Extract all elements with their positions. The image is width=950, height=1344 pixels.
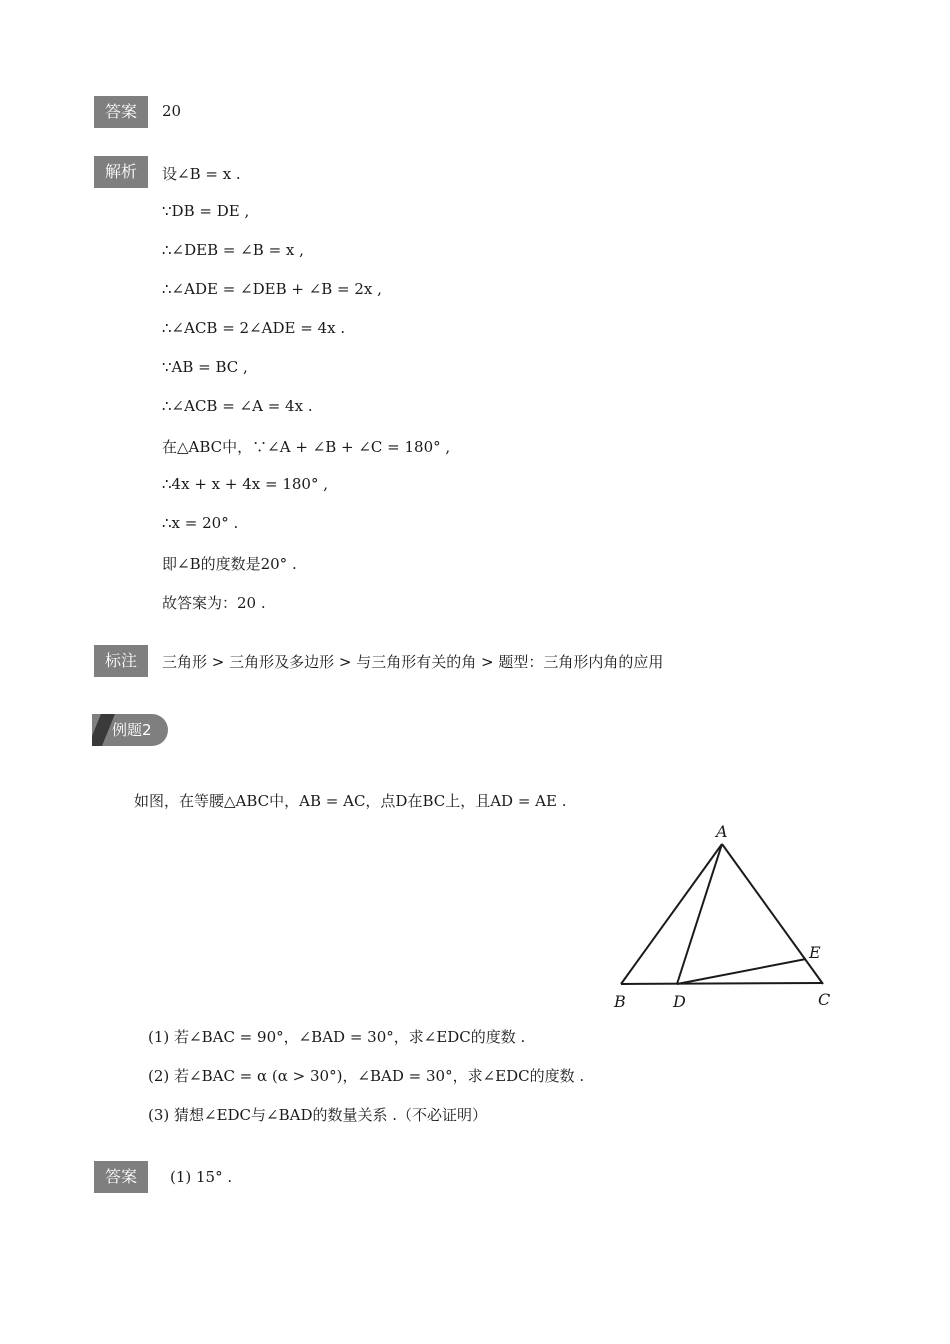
analysis-line: ∴x = 20° . [162,514,239,532]
analysis-line: 设∠B = x . [162,165,241,183]
point-label-E: E [809,943,821,962]
analysis-line: ∵DB = DE , [162,202,250,220]
analysis-line: 在△ABC中，∵∠A + ∠B + ∠C = 180° , [162,438,451,456]
answer2-tag: 答案 [94,1161,148,1193]
answer2-value: (1) 15° . [170,1168,233,1186]
analysis-line: ∴4x + x + 4x = 180° , [162,475,328,493]
segment-BC [621,983,823,984]
example-tag-label: 例题2 [112,721,152,739]
point-label-A: A [716,822,728,841]
problem-statement: 如图，在等腰△ABC中，AB = AC，点D在BC上，且AD = AE . [134,792,567,810]
example-tag [92,714,168,746]
analysis-line: ∵AB = BC , [162,358,248,376]
point-label-D: D [673,992,686,1011]
analysis-tag: 解析 [94,156,148,188]
analysis-line: 故答案为：20 . [162,594,266,612]
point-label-C: C [818,990,831,1009]
answer-tag: 答案 [94,96,148,128]
segment-AD [677,844,722,984]
segment-AC [722,844,823,984]
analysis-line: ∴∠DEB = ∠B = x , [162,241,304,259]
question-3: (3) 猜想∠EDC与∠BAD的数量关系 .（不必证明） [148,1106,488,1124]
analysis-line: ∴∠ACB = ∠A = 4x . [162,397,313,415]
label-path: 三角形 > 三角形及多边形 > 与三角形有关的角 > 题型：三角形内角的应用 [162,653,664,671]
triangle-figure [600,818,840,1018]
analysis-line: ∴∠ADE = ∠DEB + ∠B = 2x , [162,280,382,298]
segment-AB [621,844,722,984]
question-1: (1) 若∠BAC = 90°，∠BAD = 30°，求∠EDC的度数 . [148,1028,526,1046]
analysis-line: ∴∠ACB = 2∠ADE = 4x . [162,319,346,337]
answer-value: 20 [162,102,182,120]
label-tag: 标注 [94,645,148,677]
segment-DE [677,959,806,984]
analysis-line: 即∠B的度数是20° . [162,555,297,573]
question-2: (2) 若∠BAC = α (α > 30°)，∠BAD = 30°，求∠EDC的度数 . [148,1067,585,1085]
point-label-B: B [614,992,626,1011]
